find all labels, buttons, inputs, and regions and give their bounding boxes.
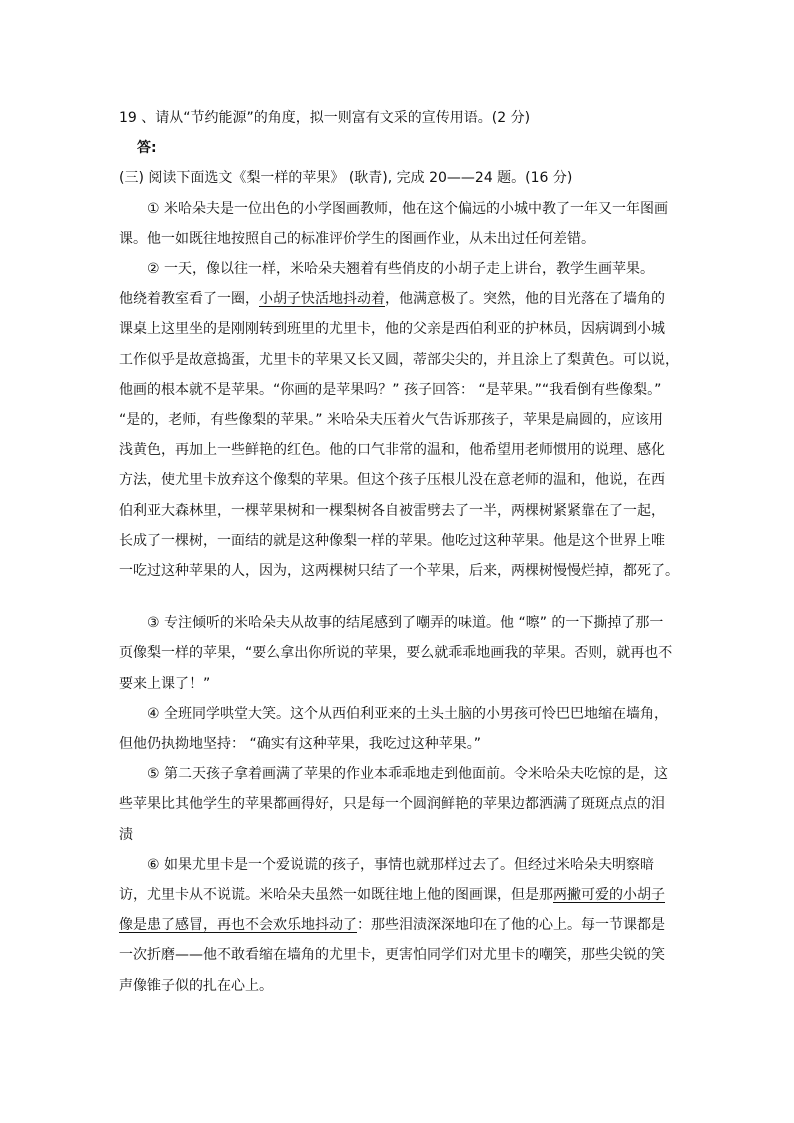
answer-label: 答: — [137, 140, 157, 157]
paragraph-line: “是的，老师，有些像梨的苹果。” 米哈朵夫压着火气告诉那孩子，苹果是扁圆的，应该用 — [119, 412, 663, 429]
paragraph-line: 一次折磨——他不敢看缩在墙角的尤里卡，更害怕同学们对尤里卡的嘲笑，那些尖锐的笑 — [119, 947, 665, 964]
paragraph-line — [119, 910, 679, 940]
paragraph-2 — [119, 254, 679, 586]
text-run: ：那些泪渍深深地印在了他的心上。每一节课都是 — [357, 917, 665, 934]
paragraph-line — [119, 284, 679, 314]
paragraph-line: ⑥ 如果尤里卡是一个爱说谎的孩子，事情也就那样过去了。但经过米哈朵夫明察暗 — [147, 856, 654, 873]
paragraph-line: 他画的根本就不是苹果。“你画的是苹果吗？” 孩子回答： “是苹果。”“我看倒有些像梨。” — [119, 381, 662, 398]
paragraph-line: ② 一天，像以往一样，米哈朵夫翘着有些俏皮的小胡子走上讲台，教学生画苹果。 — [147, 261, 654, 278]
paragraph-5 — [119, 759, 679, 850]
paragraph-4 — [119, 699, 679, 759]
paragraph-line: 课。他一如既往地按照自己的标准评价学生的图画作业，从未出过任何差错。 — [119, 230, 595, 247]
underlined-phrase: 两撇可爱的小胡子 — [553, 887, 665, 904]
paragraph-line: 课桌上这里坐的是刚刚转到班里的尤里卡，他的父亲是西伯利亚的护林员，因病调到小城 — [119, 321, 665, 338]
blank-line — [119, 586, 679, 608]
question-19: 19 、请从“节约能源”的角度，拟一则富有文采的宣传用语。(2 分) — [119, 110, 531, 126]
paragraph-line: 些苹果比其他学生的苹果都画得好，只是每一个圆润鲜艳的苹果边都洒满了斑斑点点的泪 — [119, 796, 665, 813]
paragraph-line: 工作似乎是故意捣蛋，尤里卡的苹果又长又圆，蒂部尖尖的，并且涂上了梨黄色。可以说， — [119, 351, 679, 368]
paragraph-line — [119, 880, 679, 910]
text-run: ，他满意极了。突然，他的目光落在了墙角的 — [385, 291, 665, 308]
paragraph-6 — [119, 850, 679, 1001]
paragraph-line: 长成了一棵树，一面结的就是这种像梨一样的苹果。他吃过这种苹果。他是这个世界上唯 — [119, 532, 665, 549]
underlined-phrase: 小胡子快活地抖动着 — [259, 291, 385, 308]
paragraph-line: 页像梨一样的苹果，“要么拿出你所说的苹果，要么就乖乖地画我的苹果。否则，就再也不 — [119, 645, 673, 662]
underlined-phrase: 像是患了感冒，再也不会欢乐地抖动了 — [119, 917, 357, 934]
paragraph-line: 浅黄色，再加上一些鲜艳的红色。他的口气非常的温和，他希望用老师惯用的说理、感化 — [119, 442, 665, 459]
paragraph-line: ④ 全班同学哄堂大笑。这个从西伯利亚来的土头土脑的小男孩可怜巴巴地缩在墙角， — [147, 705, 668, 722]
section-header: (三) 阅读下面选文《梨一样的苹果》 (耿青), 完成 20——24 题。(16 分) — [119, 170, 573, 187]
paragraph-line: 一吃过这种苹果的人，因为，这两棵树只结了一个苹果，后来，两棵树慢慢烂掉，都死了。 — [119, 563, 679, 580]
text-run: 他绕着教室看了一圈， — [119, 291, 259, 308]
paragraph-line: 声像锥子似的扎在心上。 — [119, 977, 273, 994]
paragraph-1 — [119, 194, 679, 254]
paragraph-line: ⑤ 第二天孩子拿着画满了苹果的作业本乖乖地走到他面前。令米哈朵夫吃惊的是，这 — [147, 766, 668, 783]
paragraph-line: 方法，使尤里卡放弃这个像梨的苹果。但这个孩子压根儿没在意老师的温和，他说，在西 — [119, 472, 665, 489]
text-run: 访，尤里卡从不说谎。米哈朵夫虽然一如既往地上他的图画课，但是那 — [119, 887, 553, 904]
paragraph-line: 伯利亚大森林里，一棵苹果树和一棵梨树各自被雷劈去了一半，两棵树紧紧靠在了一起， — [119, 502, 665, 519]
paragraph-line: 但他仍执拗地坚持： “确实有这种苹果，我吃过这种苹果。” — [119, 736, 481, 753]
paragraph-line: 要来上课了！” — [119, 675, 211, 692]
paragraph-line: ① 米哈朵夫是一位出色的小学图画教师，他在这个偏远的小城中教了一年又一年图画 — [147, 200, 668, 217]
paragraph-line: ③ 专注倾听的米哈朵夫从故事的结尾感到了嘲弄的味道。他 “嚓” 的一下撕掉了那一 — [147, 615, 664, 632]
paragraph-line: 渍 — [119, 826, 133, 843]
document-page — [119, 103, 679, 1001]
paragraph-3 — [119, 608, 679, 699]
